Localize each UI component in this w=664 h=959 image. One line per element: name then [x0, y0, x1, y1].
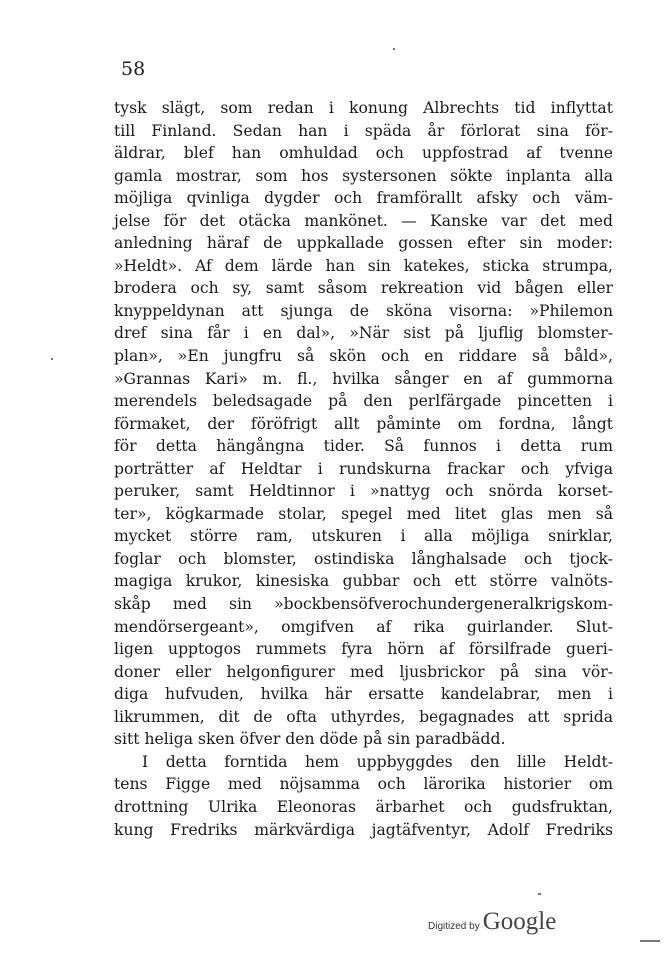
- text-line: för detta hängångna tider. Så funnos i detta rum: [114, 437, 613, 456]
- text-line: foglar och blomster, ostindiska långhalsade och tjock-: [114, 549, 613, 568]
- watermark-prefix: Digitized by: [428, 921, 480, 932]
- text-line: magiga krukor, kinesiska gubbar och ett större valnöts-: [114, 572, 613, 591]
- digitized-watermark: [428, 908, 556, 936]
- text-line: drottning Ulrika Eleonoras ärbarhet och gudsfruktan,: [114, 797, 613, 816]
- scan-speck: [538, 893, 541, 895]
- google-logo: Google: [482, 908, 557, 935]
- text-line: till Finland. Sedan han i späda år förlorat sina för-: [114, 121, 613, 140]
- scan-speck: [51, 358, 53, 360]
- text-line: tysk slägt, som redan i konung Albrechts tid inflyttat: [114, 99, 613, 117]
- text-line: I detta forntida hem uppbyggdes den lille Heldt-: [142, 752, 613, 771]
- text-line: diga hufvuden, hvilka här ersatte kandelabrar, men i: [114, 685, 613, 704]
- text-line: mendörsergeant», omgifven af rika guirlander. Slut-: [114, 617, 613, 636]
- text-line: porträtter af Heldtar i rundskurna frackar och yfviga: [114, 459, 613, 478]
- text-line: anledning häraf de uppkallade gossen efter sin moder:: [114, 234, 613, 253]
- text-line: ligen upptogos rummets fyra hörn af försilfrade gueri-: [114, 640, 613, 659]
- text-line: möjliga qvinliga dygder och framförallt afsky och väm-: [114, 189, 613, 208]
- text-line: kung Fredriks märkvärdiga jagtäfventyr, Adolf Fredriks: [114, 820, 613, 839]
- text-line: »Grannas Kari» m. fl., hvilka sånger en af gummorna: [114, 369, 613, 388]
- text-line: gamla mostrar, som hos systersonen sökte inplanta alla: [114, 166, 613, 185]
- text-line: ter», kögkarmade stolar, spegel med litet glas men så: [114, 504, 613, 523]
- text-line: tens Figge med nöjsamma och lärorika historier om: [114, 775, 613, 794]
- text-line: jelse för det otäcka mankönet. — Kanske var det med: [114, 211, 613, 230]
- text-line: brodera och sy, samt såsom rekreation vid bågen eller: [114, 279, 613, 298]
- page-number: 58: [121, 58, 146, 80]
- text-line: skåp med sin »bockbensöfverochundergeneralkrigskom-: [114, 595, 613, 614]
- text-line: sitt heliga sken öfver den döde på sin paradbädd.: [114, 730, 506, 749]
- text-line: knyppeldynan att sjunga de sköna visorna: »Philemon: [114, 301, 613, 320]
- scan-speck: [640, 940, 660, 942]
- text-line: peruker, samt Heldtinnor i »nattyg och snörda korset-: [114, 482, 613, 501]
- text-line: äldrar, blef han omhuldad och uppfostrad af tvenne: [114, 144, 613, 163]
- text-line: likrummen, dit de ofta uthyrdes, begagnades att sprida: [114, 707, 613, 726]
- text-line: merendels beledsagade på den perlfärgade pincetten i: [114, 392, 613, 411]
- text-line: »Heldt». Af dem lärde han sin katekes, sticka strumpa,: [114, 256, 613, 275]
- text-line: mycket större ram, utskuren i alla möjliga snirklar,: [114, 527, 613, 546]
- text-line: plan», »En jungfru så skön och en riddare så båld»,: [114, 347, 613, 366]
- body-text: [114, 97, 613, 841]
- scan-speck: [393, 48, 395, 50]
- text-line: dref sina får i en dal», »När sist på ljuflig blomster-: [114, 324, 613, 343]
- text-line: förmaket, der föröfrigt allt påminte om fordna, långt: [114, 414, 613, 433]
- text-line: doner eller helgonfigurer med ljusbrickor på sina vör-: [114, 662, 613, 681]
